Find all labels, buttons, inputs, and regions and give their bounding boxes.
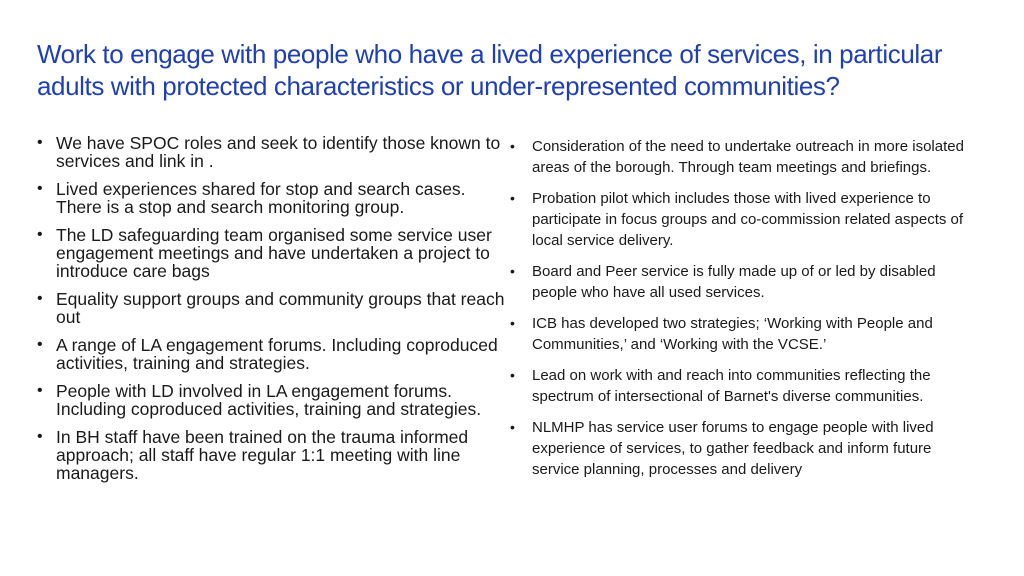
list-item xyxy=(37,226,507,280)
list-item xyxy=(510,188,980,251)
bullet-icon: • xyxy=(37,290,43,307)
bullet-icon: • xyxy=(37,180,43,197)
list-item-text: Lived experiences shared for stop and search cases. There is a stop and search monitoring group. xyxy=(56,179,466,217)
list-item-text: People with LD involved in LA engagement forums. Including coproduced activities, training and strategies. xyxy=(56,381,482,419)
list-item xyxy=(37,428,507,482)
slide-title: Work to engage with people who have a lived experience of services, in particular adults with protected characteristics or under-represented communities? xyxy=(37,39,943,101)
list-item xyxy=(37,336,507,372)
list-item-text: In BH staff have been trained on the trauma informed approach; all staff have regular 1:1 meeting with line managers. xyxy=(56,427,469,483)
bullet-icon: • xyxy=(37,134,43,151)
list-item-text: A range of LA engagement forums. Including coproduced activities, training and strategies. xyxy=(56,335,498,373)
bullet-icon: • xyxy=(510,367,515,383)
list-item xyxy=(510,417,980,480)
bullet-icon: • xyxy=(37,226,43,243)
list-item-text: Lead on work with and reach into communities reflecting the spectrum of intersectional of Barnet's diverse communities. xyxy=(532,367,931,405)
bullet-icon: • xyxy=(37,336,43,353)
bullet-icon: • xyxy=(510,138,515,154)
list-item xyxy=(37,134,507,170)
bullet-icon: • xyxy=(510,419,515,435)
list-item-text: NLMHP has service user forums to engage people with lived experience of services, to gather feedback and inform future service planning, processes and delivery xyxy=(532,419,934,478)
list-item xyxy=(37,290,507,326)
list-item xyxy=(37,382,507,418)
bullet-icon: • xyxy=(37,428,43,445)
list-item-text: Probation pilot which includes those with lived experience to participate in focus groups and co-commission related aspects of local service delivery. xyxy=(532,190,964,249)
bullet-icon: • xyxy=(37,382,43,399)
list-item-text: The LD safeguarding team organised some service user engagement meetings and have undertaken a project to introduce care bags xyxy=(56,225,492,281)
list-item-text: Consideration of the need to undertake outreach in more isolated areas of the borough. Through team meetings and briefings. xyxy=(532,138,964,176)
list-item xyxy=(510,136,980,178)
right-bullet-list xyxy=(510,136,980,490)
list-item-text: We have SPOC roles and seek to identify those known to services and link in . xyxy=(56,133,501,171)
left-bullet-list xyxy=(37,134,507,492)
bullet-icon: • xyxy=(510,190,515,206)
list-item-text: Equality support groups and community groups that reach out xyxy=(56,289,505,327)
list-item xyxy=(510,313,980,355)
bullet-icon: • xyxy=(510,315,515,331)
bullet-icon: • xyxy=(510,263,515,279)
list-item-text: ICB has developed two strategies; ‘Working with People and Communities,’ and ‘Working with the VCSE.’ xyxy=(532,315,933,353)
list-item xyxy=(510,261,980,303)
list-item xyxy=(37,180,507,216)
list-item-text: Board and Peer service is fully made up of or led by disabled people who have all used services. xyxy=(532,263,936,301)
list-item xyxy=(510,365,980,407)
